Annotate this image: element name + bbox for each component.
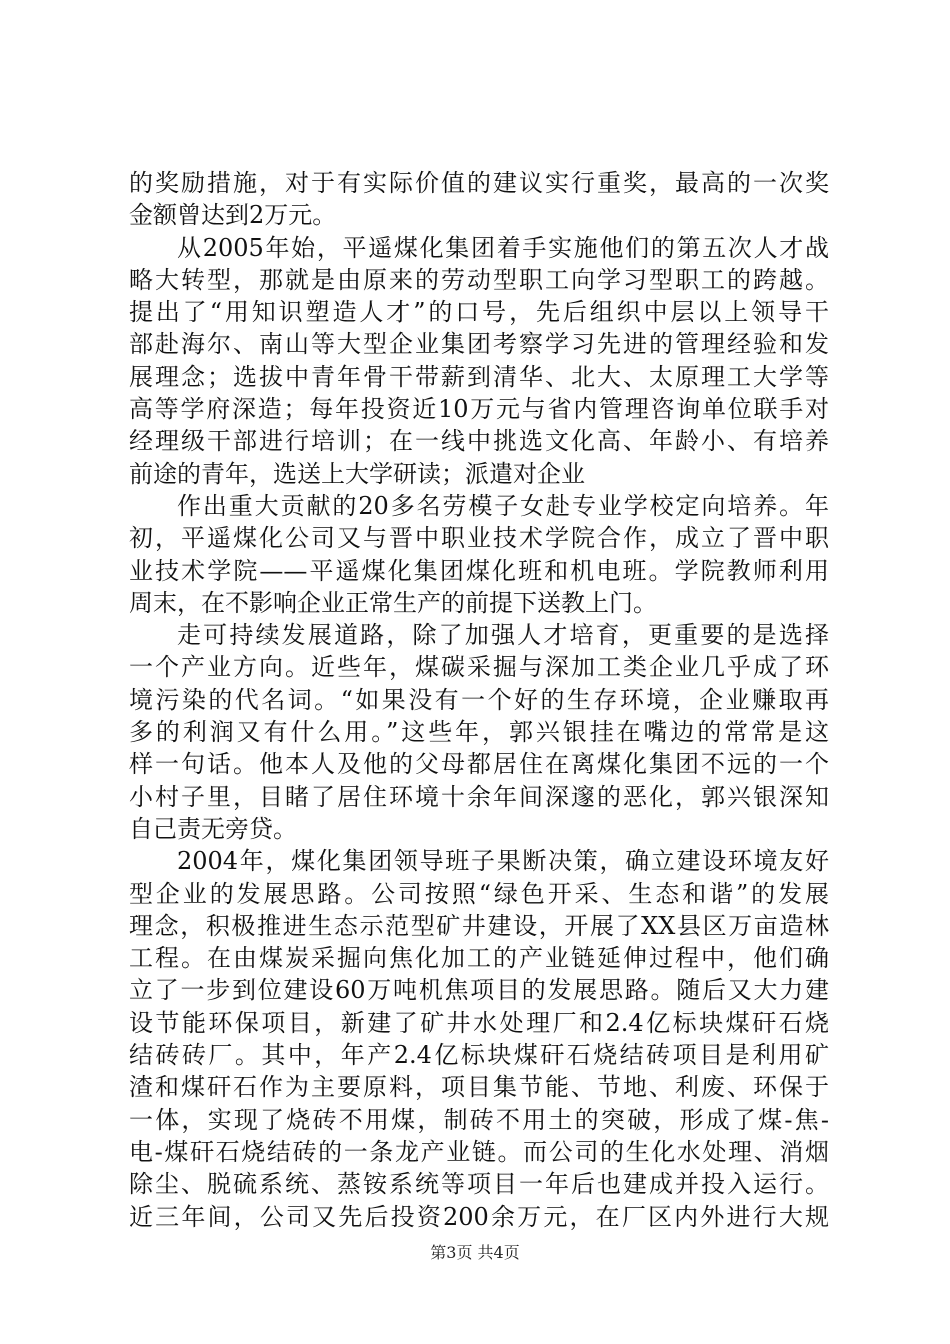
text-line: 部赴海尔、南山等大型企业集团考察学习先进的管理经验和发 — [129, 330, 829, 359]
text-line: 小村子里，目睹了居住环境十余年间深邃的恶化，郭兴银深知 — [129, 782, 829, 811]
text-line: 作出重大贡献的20多名劳模子女赴专业学校定向培养。年 — [177, 491, 829, 520]
text-line: 结砖砖厂。其中，年产2.4亿标块煤矸石烧结砖项目是利用矿 — [129, 1041, 829, 1070]
text-line: 除尘、脱硫系统、蒸铵系统等项目一年后也建成并投入运行。 — [129, 1170, 829, 1199]
document-body — [129, 167, 829, 1233]
text-line: 从2005年始，平遥煤化集团着手实施他们的第五次人才战 — [177, 233, 829, 262]
text-line: 一体，实现了烧砖不用煤，制砖不用土的突破，形成了煤-焦- — [129, 1105, 829, 1134]
text-line: 工程。在由煤炭采掘向焦化加工的产业链延伸过程中，他们确 — [129, 944, 829, 973]
text-line: 境污染的代名词。“如果没有一个好的生存环境，企业赚取再 — [129, 685, 829, 714]
text-line: 立了一步到位建设60万吨机焦项目的发展思路。随后又大力建 — [129, 976, 829, 1005]
text-line: 初，平遥煤化公司又与晋中职业技术学院合作，成立了晋中职 — [129, 524, 829, 553]
text-line: 走可持续发展道路，除了加强人才培育，更重要的是选择 — [177, 621, 829, 650]
text-line: 经理级干部进行培训；在一线中挑选文化高、年龄小、有培养 — [129, 427, 829, 456]
text-line: 前途的青年，选送上大学研读；派遣对企业 — [129, 459, 585, 488]
text-line: 展理念；选拔中青年骨干带薪到清华、北大、太原理工大学等 — [129, 362, 829, 391]
text-line: 型企业的发展思路。公司按照“绿色开采、生态和谐”的发展 — [129, 879, 829, 908]
page-number: 第3页 共4页 — [430, 1243, 520, 1262]
text-line: 一个产业方向。近些年，煤碳采掘与深加工类企业几乎成了环 — [129, 653, 829, 682]
text-line: 理念，积极推进生态示范型矿井建设，开展了XX县区万亩造林 — [129, 911, 829, 940]
text-line: 的奖励措施，对于有实际价值的建议实行重奖，最高的一次奖 — [129, 169, 829, 197]
text-line: 提出了“用知识塑造人才”的口号，先后组织中层以上领导干 — [129, 298, 829, 327]
text-line: 电-煤矸石烧结砖的一条龙产业链。而公司的生化水处理、消烟 — [129, 1137, 829, 1166]
text-line: 渣和煤矸石作为主要原料，项目集节能、节地、利废、环保于 — [129, 1073, 829, 1102]
text-line: 高等学府深造；每年投资近10万元与省内管理咨询单位联手对 — [129, 395, 829, 424]
text-line: 金额曾达到2万元。 — [129, 201, 337, 230]
text-line: 自己责无旁贷。 — [129, 814, 297, 843]
text-line: 近三年间，公司又先后投资200余万元，在厂区内外进行大规 — [129, 1202, 829, 1231]
text-line: 业技术学院——平遥煤化集团煤化班和机电班。学院教师利用 — [129, 556, 829, 585]
text-line: 样一句话。他本人及他的父母都居住在离煤化集团不远的一个 — [129, 750, 829, 779]
text-line: 多的利润又有什么用。”这些年，郭兴银挂在嘴边的常常是这 — [129, 718, 829, 747]
text-line: 设节能环保项目，新建了矿井水处理厂和2.4亿标块煤矸石烧 — [129, 1008, 829, 1037]
text-line: 略大转型，那就是由原来的劳动型职工向学习型职工的跨越。 — [129, 265, 829, 294]
page-footer — [0, 1240, 950, 1263]
text-line: 周末，在不影响企业正常生产的前提下送教上门。 — [129, 588, 657, 617]
text-line: 2004年，煤化集团领导班子果断决策，确立建设环境友好 — [177, 847, 829, 876]
